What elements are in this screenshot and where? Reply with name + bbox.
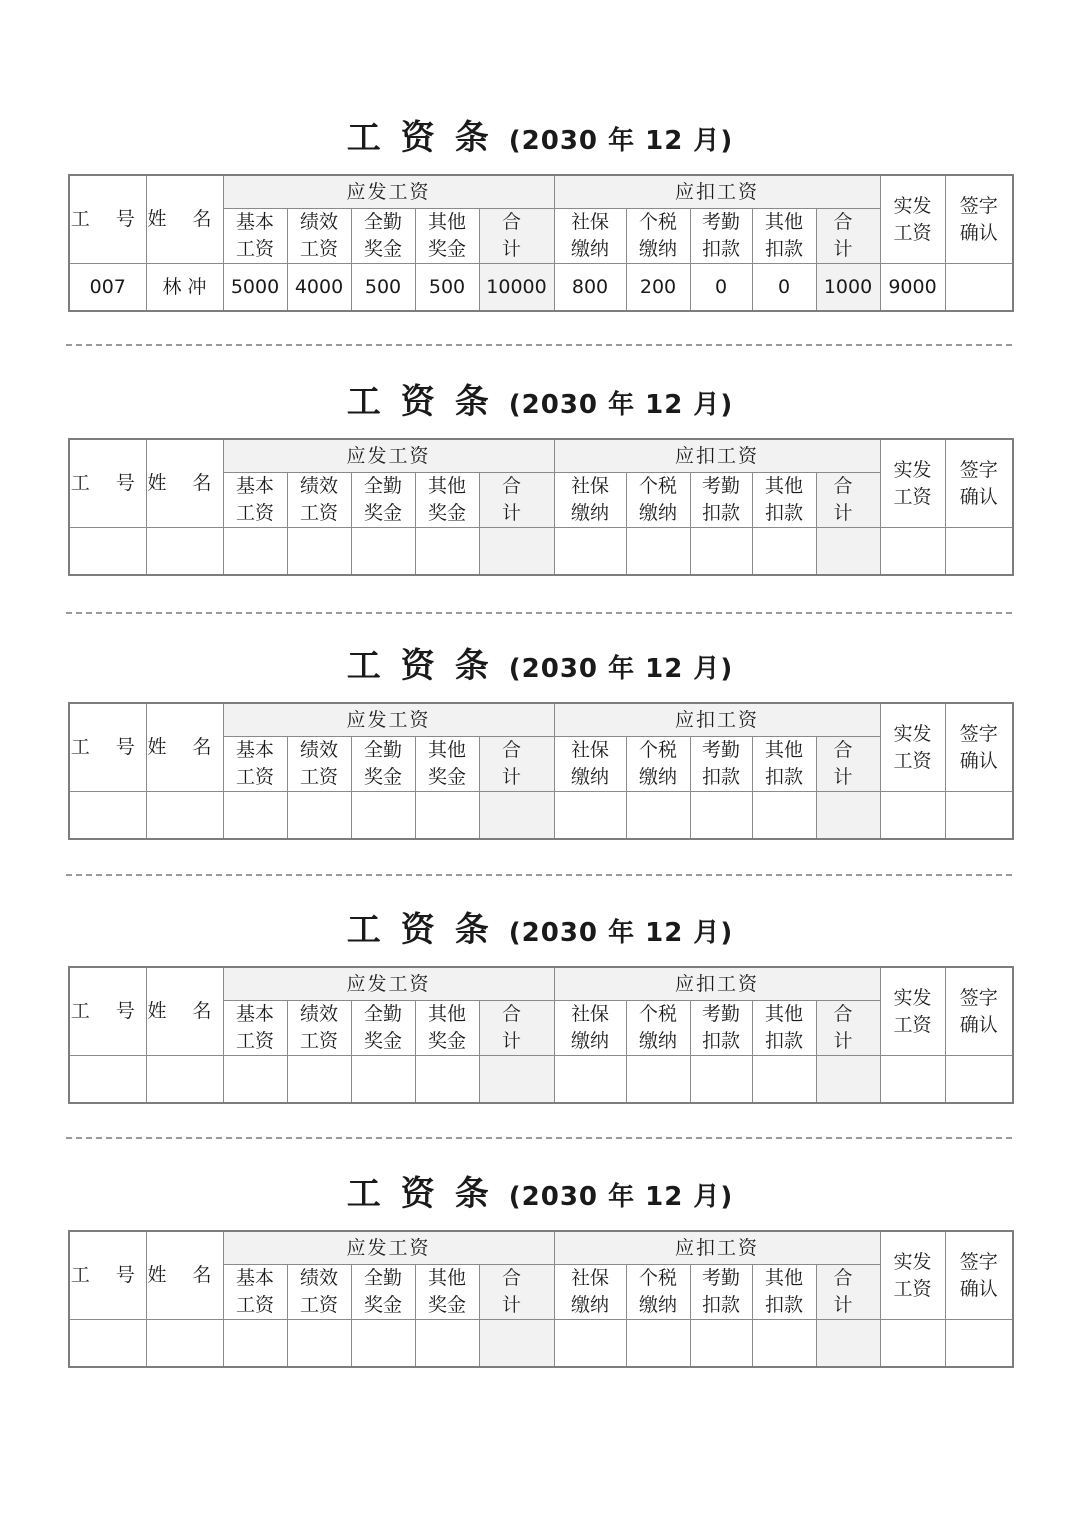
cell-payable-total[interactable] xyxy=(479,792,554,840)
header-net-pay-label: 实发工资 xyxy=(893,458,932,508)
header-deduction-group: 应扣工资 xyxy=(554,175,880,209)
cell-name[interactable] xyxy=(146,1056,223,1104)
payslip-table xyxy=(68,702,1014,840)
header-other-deduction xyxy=(752,737,816,792)
header-signature xyxy=(945,703,1013,792)
title-period: (2030 年 12 月) xyxy=(508,654,734,684)
header-other-bonus-label: 其他奖金 xyxy=(427,1267,466,1316)
cell-social-security[interactable] xyxy=(554,1056,626,1104)
header-basic-pay xyxy=(223,737,287,792)
header-net-pay-label: 实发工资 xyxy=(893,1250,932,1300)
header-social-security-label: 社保缴纳 xyxy=(571,211,610,260)
cell-name[interactable] xyxy=(146,1320,223,1368)
cell-social-security[interactable]: 800 xyxy=(554,264,626,312)
cut-line xyxy=(66,1137,1012,1139)
header-employee-no: 工 号 xyxy=(69,703,146,792)
cell-income-tax[interactable]: 200 xyxy=(626,264,690,312)
header-attendance-bonus xyxy=(351,1265,415,1320)
header-income-tax-label: 个税缴纳 xyxy=(639,475,678,524)
header-social-security-label: 社保缴纳 xyxy=(571,1267,610,1316)
header-net-pay xyxy=(880,703,945,792)
header-net-pay xyxy=(880,439,945,528)
header-attendance-bonus-label: 全勤奖金 xyxy=(363,1003,402,1052)
header-other-deduction-label: 其他扣款 xyxy=(765,1003,804,1052)
cell-basic-pay[interactable] xyxy=(223,792,287,840)
cell-other-bonus[interactable] xyxy=(415,1320,479,1368)
cell-attendance-deduction[interactable] xyxy=(690,528,752,576)
title-period: (2030 年 12 月) xyxy=(508,918,734,948)
cut-line xyxy=(66,612,1012,614)
header-payable-group: 应发工资 xyxy=(223,967,554,1001)
header-name: 姓 名 xyxy=(146,703,223,792)
header-deduction-total: 合 计 xyxy=(816,1265,880,1320)
header-basic-pay-label: 基本工资 xyxy=(235,739,274,788)
cell-deduction-total[interactable]: 1000 xyxy=(816,264,880,312)
header-income-tax xyxy=(626,473,690,528)
payslip-table xyxy=(68,1230,1014,1368)
title-main: 工资条 xyxy=(346,910,509,950)
header-deduction-group: 应扣工资 xyxy=(554,703,880,737)
header-attendance-deduction-label: 考勤扣款 xyxy=(702,1003,741,1052)
header-attendance-deduction xyxy=(690,1265,752,1320)
title-main: 工资条 xyxy=(346,646,509,686)
cell-performance-pay[interactable]: 4000 xyxy=(287,264,351,312)
header-income-tax-label: 个税缴纳 xyxy=(639,1003,678,1052)
cell-signature[interactable] xyxy=(945,1056,1013,1104)
header-payable-total: 合 计 xyxy=(479,1001,554,1056)
header-signature-label: 签字确认 xyxy=(959,722,998,772)
header-other-deduction-label: 其他扣款 xyxy=(765,739,804,788)
cell-attendance-deduction[interactable] xyxy=(690,1056,752,1104)
header-attendance-bonus xyxy=(351,209,415,264)
header-performance-pay-label: 绩效工资 xyxy=(299,211,338,260)
header-social-security xyxy=(554,737,626,792)
header-income-tax xyxy=(626,737,690,792)
cell-name[interactable] xyxy=(146,792,223,840)
payslip-table xyxy=(68,174,1014,312)
cell-other-bonus[interactable] xyxy=(415,792,479,840)
header-payable-group: 应发工资 xyxy=(223,439,554,473)
header-attendance-deduction xyxy=(690,209,752,264)
header-attendance-bonus xyxy=(351,737,415,792)
header-other-bonus-label: 其他奖金 xyxy=(427,739,466,788)
title-period: (2030 年 12 月) xyxy=(508,126,734,156)
header-other-bonus-label: 其他奖金 xyxy=(427,1003,466,1052)
header-signature xyxy=(945,1231,1013,1320)
header-employee-no: 工 号 xyxy=(69,967,146,1056)
header-name: 姓 名 xyxy=(146,967,223,1056)
cell-attendance-deduction[interactable] xyxy=(690,1320,752,1368)
cell-employee-no[interactable] xyxy=(69,1320,146,1368)
payslip-table xyxy=(68,438,1014,576)
payslip-title xyxy=(68,378,1012,426)
cell-other-deduction[interactable]: 0 xyxy=(752,264,816,312)
header-performance-pay xyxy=(287,209,351,264)
header-other-bonus xyxy=(415,209,479,264)
cell-attendance-deduction[interactable] xyxy=(690,792,752,840)
cell-other-deduction[interactable] xyxy=(752,792,816,840)
cell-attendance-deduction[interactable]: 0 xyxy=(690,264,752,312)
header-attendance-deduction-label: 考勤扣款 xyxy=(702,1267,741,1316)
header-net-pay-label: 实发工资 xyxy=(893,194,932,244)
header-other-deduction xyxy=(752,209,816,264)
payslip-title xyxy=(68,906,1012,954)
cell-other-bonus[interactable] xyxy=(415,528,479,576)
header-attendance-deduction-label: 考勤扣款 xyxy=(702,211,741,260)
header-performance-pay xyxy=(287,737,351,792)
header-other-deduction xyxy=(752,1001,816,1056)
header-other-deduction xyxy=(752,473,816,528)
cell-attendance-bonus[interactable]: 500 xyxy=(351,264,415,312)
header-payable-total: 合 计 xyxy=(479,1265,554,1320)
cell-employee-no[interactable] xyxy=(69,792,146,840)
cell-net-pay[interactable] xyxy=(880,792,945,840)
header-deduction-group: 应扣工资 xyxy=(554,967,880,1001)
header-signature-label: 签字确认 xyxy=(959,1250,998,1300)
header-income-tax-label: 个税缴纳 xyxy=(639,1267,678,1316)
header-social-security-label: 社保缴纳 xyxy=(571,1003,610,1052)
payslip-title xyxy=(68,1170,1012,1218)
header-social-security xyxy=(554,1265,626,1320)
header-basic-pay xyxy=(223,209,287,264)
header-other-deduction-label: 其他扣款 xyxy=(765,475,804,524)
payslip-title xyxy=(68,114,1012,162)
cell-attendance-bonus[interactable] xyxy=(351,792,415,840)
cell-other-deduction[interactable] xyxy=(752,1056,816,1104)
header-deduction-total: 合 计 xyxy=(816,737,880,792)
header-social-security xyxy=(554,1001,626,1056)
header-attendance-bonus xyxy=(351,473,415,528)
header-name: 姓 名 xyxy=(146,439,223,528)
cell-other-deduction[interactable] xyxy=(752,528,816,576)
cell-payable-total[interactable] xyxy=(479,1056,554,1104)
cell-performance-pay[interactable] xyxy=(287,792,351,840)
header-signature xyxy=(945,439,1013,528)
cell-income-tax[interactable] xyxy=(626,1320,690,1368)
header-performance-pay-label: 绩效工资 xyxy=(299,1003,338,1052)
header-employee-no: 工 号 xyxy=(69,439,146,528)
cell-payable-total[interactable] xyxy=(479,528,554,576)
header-other-deduction xyxy=(752,1265,816,1320)
header-net-pay xyxy=(880,967,945,1056)
cell-net-pay[interactable] xyxy=(880,528,945,576)
cell-basic-pay[interactable] xyxy=(223,1320,287,1368)
title-main: 工资条 xyxy=(346,1174,509,1214)
header-attendance-bonus-label: 全勤奖金 xyxy=(363,1267,402,1316)
cell-name[interactable] xyxy=(146,528,223,576)
table-row xyxy=(69,792,1013,840)
header-basic-pay xyxy=(223,473,287,528)
cell-attendance-bonus[interactable] xyxy=(351,1056,415,1104)
header-signature-label: 签字确认 xyxy=(959,986,998,1036)
header-net-pay-label: 实发工资 xyxy=(893,986,932,1036)
cell-social-security[interactable] xyxy=(554,792,626,840)
cell-net-pay[interactable]: 9000 xyxy=(880,264,945,312)
header-performance-pay xyxy=(287,1265,351,1320)
header-attendance-deduction xyxy=(690,737,752,792)
cell-deduction-total[interactable] xyxy=(816,1320,880,1368)
cell-other-bonus[interactable]: 500 xyxy=(415,264,479,312)
cell-deduction-total[interactable] xyxy=(816,792,880,840)
cell-performance-pay[interactable] xyxy=(287,1056,351,1104)
header-other-bonus xyxy=(415,737,479,792)
cell-signature[interactable] xyxy=(945,528,1013,576)
cell-attendance-bonus[interactable] xyxy=(351,528,415,576)
header-employee-no: 工 号 xyxy=(69,1231,146,1320)
cell-performance-pay[interactable] xyxy=(287,528,351,576)
header-attendance-deduction-label: 考勤扣款 xyxy=(702,475,741,524)
cell-employee-no[interactable]: 007 xyxy=(69,264,146,312)
cell-net-pay[interactable] xyxy=(880,1320,945,1368)
cell-attendance-bonus[interactable] xyxy=(351,1320,415,1368)
header-attendance-deduction-label: 考勤扣款 xyxy=(702,739,741,788)
payslip-table xyxy=(68,966,1014,1104)
header-payable-group: 应发工资 xyxy=(223,175,554,209)
header-attendance-bonus-label: 全勤奖金 xyxy=(363,739,402,788)
header-income-tax xyxy=(626,1265,690,1320)
header-performance-pay-label: 绩效工资 xyxy=(299,739,338,788)
header-attendance-bonus-label: 全勤奖金 xyxy=(363,475,402,524)
header-attendance-bonus-label: 全勤奖金 xyxy=(363,211,402,260)
header-social-security xyxy=(554,209,626,264)
table-row xyxy=(69,1320,1013,1368)
header-net-pay xyxy=(880,175,945,264)
header-payable-total: 合 计 xyxy=(479,473,554,528)
header-income-tax-label: 个税缴纳 xyxy=(639,211,678,260)
header-other-bonus xyxy=(415,473,479,528)
header-income-tax xyxy=(626,209,690,264)
cell-employee-no[interactable] xyxy=(69,1056,146,1104)
cell-name[interactable]: 林 冲 xyxy=(146,264,223,312)
header-social-security xyxy=(554,473,626,528)
cell-basic-pay[interactable]: 5000 xyxy=(223,264,287,312)
header-deduction-group: 应扣工资 xyxy=(554,439,880,473)
table-row xyxy=(69,264,1013,312)
header-performance-pay xyxy=(287,473,351,528)
header-basic-pay xyxy=(223,1265,287,1320)
header-signature-label: 签字确认 xyxy=(959,458,998,508)
header-signature xyxy=(945,967,1013,1056)
header-deduction-total: 合 计 xyxy=(816,209,880,264)
header-name: 姓 名 xyxy=(146,175,223,264)
payslip-title xyxy=(68,642,1012,690)
header-performance-pay-label: 绩效工资 xyxy=(299,1267,338,1316)
header-performance-pay xyxy=(287,1001,351,1056)
header-other-bonus-label: 其他奖金 xyxy=(427,211,466,260)
cut-line xyxy=(66,344,1012,346)
header-deduction-group: 应扣工资 xyxy=(554,1231,880,1265)
cell-social-security[interactable] xyxy=(554,1320,626,1368)
header-signature xyxy=(945,175,1013,264)
header-attendance-deduction xyxy=(690,473,752,528)
title-main: 工资条 xyxy=(346,382,509,422)
header-deduction-total: 合 计 xyxy=(816,1001,880,1056)
header-other-bonus-label: 其他奖金 xyxy=(427,475,466,524)
cell-income-tax[interactable] xyxy=(626,528,690,576)
header-net-pay xyxy=(880,1231,945,1320)
header-name: 姓 名 xyxy=(146,1231,223,1320)
cell-income-tax[interactable] xyxy=(626,792,690,840)
header-basic-pay xyxy=(223,1001,287,1056)
cell-payable-total[interactable] xyxy=(479,1320,554,1368)
header-other-bonus xyxy=(415,1265,479,1320)
cell-deduction-total[interactable] xyxy=(816,1056,880,1104)
header-other-deduction-label: 其他扣款 xyxy=(765,1267,804,1316)
header-net-pay-label: 实发工资 xyxy=(893,722,932,772)
header-basic-pay-label: 基本工资 xyxy=(235,1267,274,1316)
cell-deduction-total[interactable] xyxy=(816,528,880,576)
header-social-security-label: 社保缴纳 xyxy=(571,739,610,788)
title-main: 工资条 xyxy=(346,118,509,158)
header-income-tax-label: 个税缴纳 xyxy=(639,739,678,788)
cell-performance-pay[interactable] xyxy=(287,1320,351,1368)
title-period: (2030 年 12 月) xyxy=(508,390,734,420)
cell-other-bonus[interactable] xyxy=(415,1056,479,1104)
cell-net-pay[interactable] xyxy=(880,1056,945,1104)
header-payable-group: 应发工资 xyxy=(223,703,554,737)
cell-other-deduction[interactable] xyxy=(752,1320,816,1368)
header-performance-pay-label: 绩效工资 xyxy=(299,475,338,524)
cell-income-tax[interactable] xyxy=(626,1056,690,1104)
cell-signature[interactable] xyxy=(945,792,1013,840)
header-attendance-bonus xyxy=(351,1001,415,1056)
table-row xyxy=(69,528,1013,576)
header-basic-pay-label: 基本工资 xyxy=(235,211,274,260)
cut-line xyxy=(66,874,1012,876)
header-basic-pay-label: 基本工资 xyxy=(235,1003,274,1052)
cell-employee-no[interactable] xyxy=(69,528,146,576)
header-signature-label: 签字确认 xyxy=(959,194,998,244)
cell-signature[interactable] xyxy=(945,264,1013,312)
header-attendance-deduction xyxy=(690,1001,752,1056)
header-employee-no: 工 号 xyxy=(69,175,146,264)
header-payable-total: 合 计 xyxy=(479,737,554,792)
header-other-deduction-label: 其他扣款 xyxy=(765,211,804,260)
cell-payable-total[interactable]: 10000 xyxy=(479,264,554,312)
header-payable-total: 合 计 xyxy=(479,209,554,264)
header-social-security-label: 社保缴纳 xyxy=(571,475,610,524)
cell-social-security[interactable] xyxy=(554,528,626,576)
cell-basic-pay[interactable] xyxy=(223,528,287,576)
header-basic-pay-label: 基本工资 xyxy=(235,475,274,524)
cell-signature[interactable] xyxy=(945,1320,1013,1368)
header-deduction-total: 合 计 xyxy=(816,473,880,528)
table-row xyxy=(69,1056,1013,1104)
header-other-bonus xyxy=(415,1001,479,1056)
header-income-tax xyxy=(626,1001,690,1056)
header-payable-group: 应发工资 xyxy=(223,1231,554,1265)
title-period: (2030 年 12 月) xyxy=(508,1182,734,1212)
cell-basic-pay[interactable] xyxy=(223,1056,287,1104)
